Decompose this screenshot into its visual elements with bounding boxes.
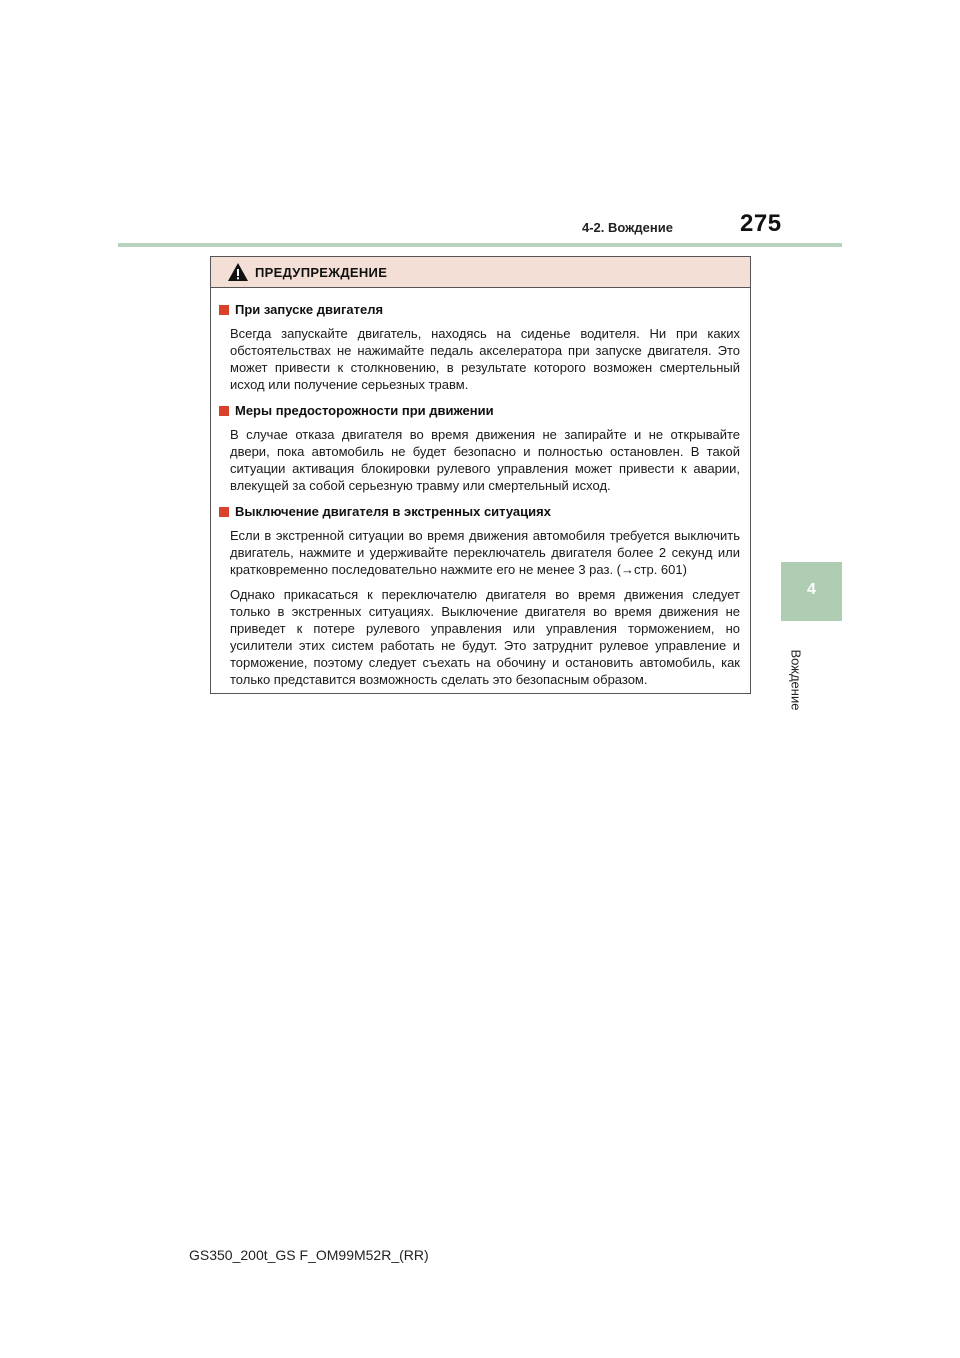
warning-item-title-text: Выключение двигателя в экстренных ситуациях (235, 504, 551, 519)
warning-item (219, 302, 740, 393)
warning-item-title (219, 504, 740, 519)
warning-item-title-text: Меры предосторожности при движении (235, 403, 494, 418)
header-rule (118, 243, 842, 247)
document-footer-code: GS350_200t_GS F_OM99M52R_(RR) (189, 1247, 429, 1263)
square-bullet-icon (219, 305, 229, 315)
warning-header (211, 257, 750, 288)
square-bullet-icon (219, 507, 229, 517)
square-bullet-icon (219, 406, 229, 416)
warning-item-title-text: При запуске двигателя (235, 302, 384, 317)
warning-item (219, 504, 740, 688)
chapter-number: 4 (807, 581, 816, 598)
warning-triangle-icon (227, 262, 249, 282)
warning-paragraph: Однако прикасаться к переключателю двигателя во время движения следует только в экстренных ситуациях. Выключение двигателя во время движения не приведет к потере рулевого управления или управления торможением, но усилители этих систем работать не будут. Это затруднит рулевое управление и торможение, поэтому следует съехать на обочину и остановить автомобиль, как только представится возможность сделать это безопасным образом. (230, 587, 740, 687)
warning-box (210, 256, 751, 694)
warning-paragraph: Если в экстренной ситуации во время движения автомобиля требуется выключить двигатель, нажмите и удерживайте переключатель двигателя более 2 секунд или кратковременно последовательно нажмите его не менее 3 раз. (→стр. 601) (230, 528, 740, 577)
warning-paragraph: В случае отказа двигателя во время движения не запирайте и не открывайте двери, пока автомобиль не будет безопасно и полностью остановлен. В такой ситуации активация блокировки рулевого управления может привести к аварии, влекущей за собой серьезную травму или смертельный исход. (230, 427, 740, 493)
header-section-title: 4-2. Вождение (582, 220, 673, 235)
warning-paragraph: Всегда запускайте двигатель, находясь на сиденье водителя. Ни при каких обстоятельствах не нажимайте педаль акселератора при запуске двигателя. Это может привести к столкновению, в результате которого возможен смертельный исход или получение серьезных травм. (230, 326, 740, 392)
warning-item-title (219, 403, 740, 418)
warning-item-title (219, 302, 740, 317)
warning-item (219, 403, 740, 494)
chapter-side-label: Вождение (788, 649, 804, 711)
warning-title: ПРЕДУПРЕЖДЕНИЕ (255, 265, 388, 280)
chapter-side-tab (781, 562, 842, 621)
page-number: 275 (740, 210, 782, 237)
warning-body (211, 288, 750, 688)
